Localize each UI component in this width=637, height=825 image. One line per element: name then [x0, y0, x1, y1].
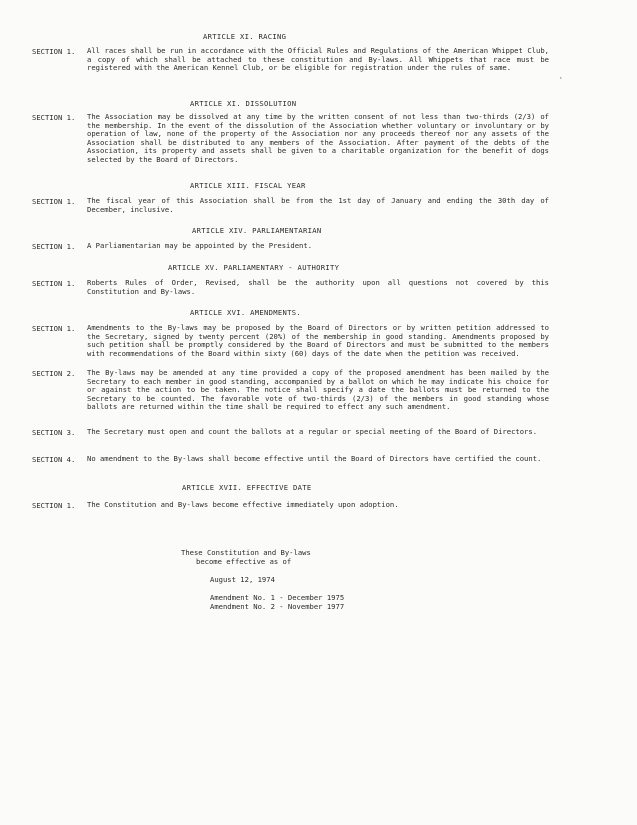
section-text: Amendments to the By-laws may be proposed by the Board of Directors or by written petition addressed to the Secretary, signed by twenty percent (20%) of the membership in good standing. Amendments proposed by such petition shall be promptly considered by the Board of Directors and must be submitted to the members with recommendations of the Board within sixty (60) days of the date when the petition was received.	[87, 323, 549, 358]
section-label: SECTION 1.	[32, 113, 76, 122]
section-text: No amendment to the By-laws shall become effective until the Board of Directors have certified the count.	[87, 454, 542, 463]
article-heading-dissolution: ARTICLE XI. DISSOLUTION	[190, 99, 297, 108]
section-text: A Parliamentarian may be appointed by the President.	[87, 241, 313, 250]
section-label: SECTION 1.	[32, 324, 76, 333]
article-heading-effective-date: ARTICLE XVII. EFFECTIVE DATE	[182, 483, 312, 492]
amendment-2: Amendment No. 2 - November 1977	[210, 602, 345, 611]
article-heading-amendments: ARTICLE XVI. AMENDMENTS.	[190, 308, 302, 317]
section-text: Roberts Rules of Order, Revised, shall be the authority upon all questions not covered by this Constitution and By-laws.	[87, 278, 549, 296]
section-label: SECTION 1.	[32, 47, 76, 56]
section-label: SECTION 4.	[32, 455, 76, 464]
effective-date: August 12, 1974	[210, 575, 275, 584]
article-heading-parliamentarian: ARTICLE XIV. PARLIAMENTARIAN	[192, 226, 322, 235]
margin-mark: '	[558, 76, 563, 84]
article-heading-authority: ARTICLE XV. PARLIAMENTARY - AUTHORITY	[168, 263, 340, 272]
section-label: SECTION 1.	[32, 501, 76, 510]
section-text: The Secretary must open and count the ballots at a regular or special meeting of the Board of Directors.	[87, 427, 538, 436]
section-text: The Constitution and By-laws become effective immediately upon adoption.	[87, 500, 399, 509]
amendment-1: Amendment No. 1 - December 1975	[210, 593, 345, 602]
section-text: All races shall be run in accordance with the Official Rules and Regulations of the American Whippet Club, a copy of which shall be attached to these constitution and By-laws. All Whippets that race must be registered with the American Kennel Club, or be eligible for registration under the rules of same.	[87, 46, 549, 72]
section-text: The Association may be dissolved at any time by the written consent of not less than two-thirds (2/3) of the membership. In the event of the dissolution of the Association whether voluntary or involuntary or by operation of law, none of the property of the Association nor any proceeds thereof nor any assets of the Association shall be distributed to any members of the Association. After payment of the debts of the Association, its property and assets shall be given to a charitable organization for the benefit of dogs selected by the Board of Directors.	[87, 112, 549, 164]
section-label: SECTION 3.	[32, 428, 76, 437]
section-label: SECTION 1.	[32, 279, 76, 288]
article-heading-racing: ARTICLE XI. RACING	[203, 32, 287, 41]
section-text: The By-laws may be amended at any time provided a copy of the proposed amendment has been mailed by the Secretary to each member in good standing, accompanied by a ballot on which he may indicate his choice for or against the action to be taken. The notice shall specify a date the ballots must be returned to the Secretary to be counted. The favorable vote of two-thirds (2/3) of the members in good standing whose ballots are returned within the time shall be required to effect any such amendment.	[87, 368, 549, 411]
section-label: SECTION 2.	[32, 369, 76, 378]
section-label: SECTION 1.	[32, 242, 76, 251]
article-heading-fiscal-year: ARTICLE XIII. FISCAL YEAR	[190, 181, 306, 190]
closing-line-1: These Constitution and By-laws	[181, 548, 311, 557]
section-label: SECTION 1.	[32, 197, 76, 206]
closing-line-2: become effective as of	[196, 557, 292, 566]
section-text: The fiscal year of this Association shall be from the 1st day of January and ending the 30th day of December, inclusive.	[87, 196, 549, 214]
